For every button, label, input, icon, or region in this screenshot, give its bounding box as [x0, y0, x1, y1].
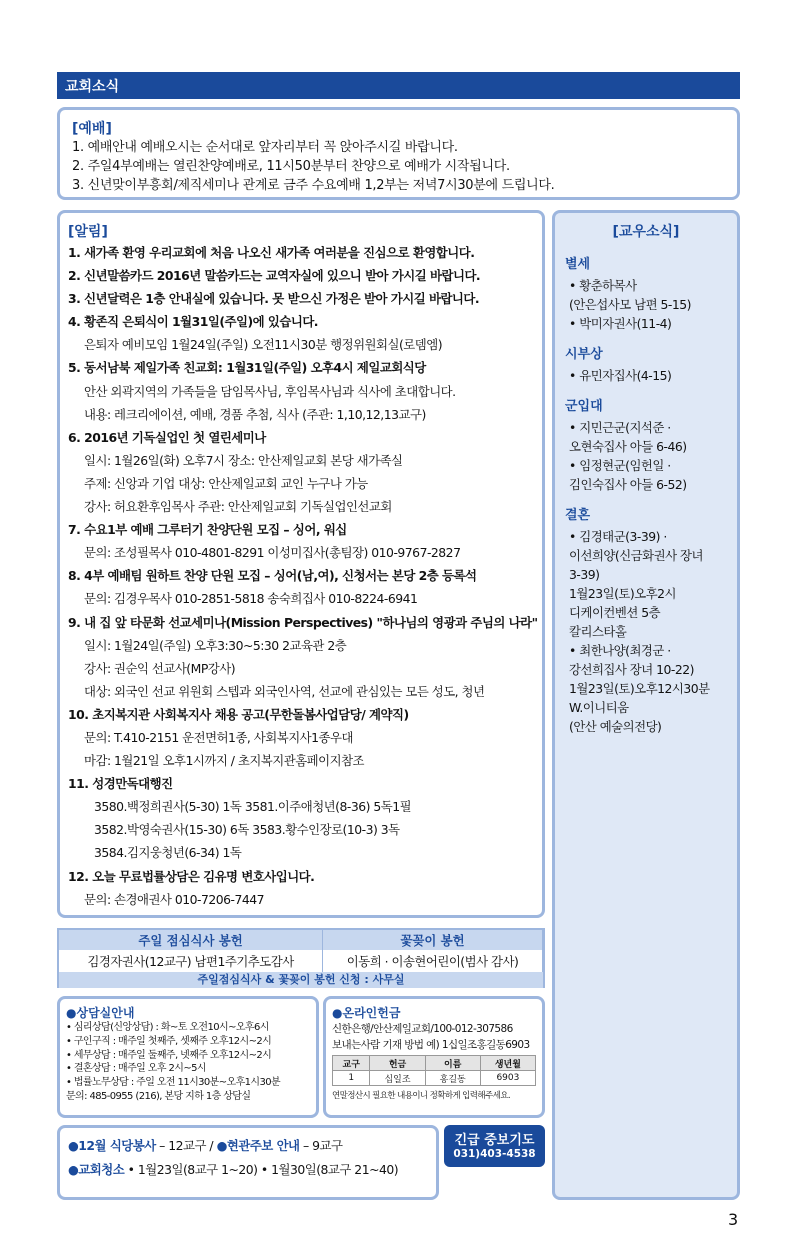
worship-box [57, 107, 740, 200]
member-item: 이선희양(신금화권사 장녀 [569, 548, 703, 563]
table-cell: 홍길동 [425, 1071, 480, 1086]
counsel-line: • 구인구직 : 매주일 첫째주, 셋째주 오후12시~2시 [66, 1035, 272, 1047]
table-header: 헌금 [370, 1056, 425, 1071]
cleaning-value: • 1월23일(8교구 1~20) • 1월30일(8교구 21~40) [124, 1162, 399, 1177]
worship-title: [예배] [72, 121, 112, 137]
member-groups [565, 253, 727, 736]
section-header: 교회소식 [57, 72, 740, 99]
member-item: 1월23일(토)오후12시30분 [569, 681, 710, 696]
member-item: 1월23일(토)오후2시 [569, 586, 677, 601]
page-number: 3 [728, 1210, 739, 1229]
service-line-2 [68, 1158, 428, 1182]
notice-line: 강사: 허요환후임목사 주관: 안산제일교회 기독실업인선교회 [84, 499, 392, 515]
table-header: 이름 [425, 1056, 480, 1071]
prayer-title: 긴급 중보기도 [454, 1133, 535, 1148]
notice-line: 문의: 조성필목사 010-4801-8291 이성미집사(총팀장) 010-9767-2827 [84, 545, 461, 561]
notice-line: 일시: 1월26일(화) 오후7시 장소: 안산제일교회 본당 새가족실 [84, 452, 403, 468]
member-item: • 지민근군(지석준 · [569, 420, 671, 435]
member-item: • 황춘하목사 [569, 278, 637, 293]
bulletin-guide-label: ●현관주보 안내 [216, 1138, 300, 1153]
notice-line: 1. 새가족 환영 우리교회에 처음 나오신 새가족 여러분을 진심으로 환영합니다. [68, 245, 475, 260]
member-group-heading: 시부상 [565, 347, 603, 362]
table-header: 생년월 [480, 1056, 535, 1071]
member-group-heading: 별세 [565, 257, 591, 272]
online-note: 연말정산시 필요한 내용이니 정확하게 입력해주세요. [332, 1091, 510, 1101]
online-offering-box [323, 996, 545, 1118]
notice-line: 7. 수요1부 예배 그루터기 찬양단원 모집 – 싱어, 워십 [68, 522, 347, 538]
offering-footer: 주일점심식사 & 꽃꽂이 봉헌 신청 : 사무실 [59, 972, 543, 988]
notice-line: 안산 외곽지역의 가족들을 담임목사님, 후임목사님과 식사에 초대합니다. [84, 383, 456, 399]
worship-item: 2. 주일4부예배는 열린찬양예배로, 11시50분부터 찬양으로 예배가 시작됩니다. [72, 159, 510, 174]
notice-line: 3. 신년달력은 1층 안내실에 있습니다. 못 받으신 가정은 받아 가시길 바랍니다. [68, 291, 480, 307]
notices-title: [알림] [68, 224, 108, 240]
members-title: [교우소식] [612, 224, 680, 240]
member-item: • 김경태군(3-39) · [569, 529, 667, 544]
cleaning-label: ●교회청소 [68, 1162, 125, 1177]
member-item: (안은섭사모 남편 5-15) [569, 297, 691, 312]
lunch-offering-value: 김경자권사(12교구) 남편1주기추도감사 [59, 950, 323, 972]
notice-list [68, 241, 538, 911]
counsel-title: ●상담실안내 [66, 1006, 135, 1020]
notice-line: 3584.김지웅청년(6-34) 1독 [94, 845, 242, 861]
notice-line: 대상: 외국인 선교 위원회 스텝과 외국인사역, 선교에 관심있는 모든 성도, 청년 [84, 683, 485, 699]
member-group-heading: 군입대 [565, 399, 603, 414]
notices-box [57, 210, 545, 918]
prayer-phone: 031)403-4538 [453, 1148, 536, 1160]
member-item: 디케이컨벤션 5층 [569, 605, 661, 620]
member-item: • 유민자집사(4-15) [569, 368, 672, 383]
member-item: 김인숙집사 아들 6-52) [569, 477, 687, 492]
notice-line: 12. 오늘 무료법률상담은 김유명 변호사입니다. [68, 868, 315, 884]
notice-line: 8. 4부 예배팀 원하트 찬양 단원 모집 – 싱어(남,여), 신청서는 본당 2층 등록석 [68, 568, 477, 584]
counsel-line: • 결혼상담 : 매주일 오후 2시~5시 [66, 1063, 206, 1075]
prayer-hotline [444, 1125, 545, 1167]
notice-line: 주제: 신앙과 기업 대상: 안산제일교회 교인 누구나 가능 [84, 475, 368, 491]
member-item: 3-39) [569, 567, 600, 582]
notice-line: 문의: T.410-2151 운전면허1종, 사회복지사1종우대 [84, 729, 353, 745]
table-header: 교구 [333, 1056, 370, 1071]
kitchen-service-value: – 12교구 / [155, 1138, 217, 1153]
member-item: 강선희집사 장녀 10-22) [569, 662, 695, 677]
service-line-1 [68, 1134, 428, 1158]
bulletin-guide-value: – 9교구 [299, 1138, 343, 1153]
table-cell: 1 [333, 1071, 370, 1086]
bank-account: 신한은행/안산제일교회/100-012-307586 [332, 1023, 513, 1035]
notice-line: 4. 황존직 은퇴식이 1월31일(주일)에 있습니다. [68, 314, 318, 330]
notice-line: 3580.백정희권사(5-30) 1독 3581.이주애청년(8-36) 5독1필 [94, 799, 412, 815]
counsel-line: • 세무상담 : 매주일 둘째주, 넷째주 오후12시~2시 [66, 1049, 272, 1061]
member-item: • 최한나양(최경군 · [569, 643, 671, 658]
notice-line: 내용: 레크리에이션, 예배, 경품 추첨, 식사 (주관: 1,10,12,13교구) [84, 406, 426, 422]
example-table [332, 1055, 536, 1086]
sender-method: 보내는사람 기재 방법 예) 1십일조홍길동6903 [332, 1039, 530, 1051]
lunch-offering-header: 주일 점심식사 봉헌 [59, 930, 323, 950]
counsel-line: • 심리상담(신앙상담) : 화~토 오전10시~오후6시 [66, 1022, 269, 1033]
table-cell: 6903 [480, 1071, 535, 1086]
notice-line: 6. 2016년 기독실업인 첫 열린세미나 [68, 429, 266, 445]
notice-line: 강사: 권순익 선교사(MP강사) [84, 660, 236, 676]
table-cell: 십일조 [370, 1071, 425, 1086]
notice-line: 3582.박영숙권사(15-30) 6독 3583.황수인장로(10-3) 3독 [94, 822, 400, 838]
counsel-line: 문의: 485-0955 (216), 본당 지하 1층 상담실 [66, 1090, 251, 1102]
notice-line: 10. 초지복지관 사회복지사 채용 공고(무한돌봄사업담당/ 계약직) [68, 706, 409, 722]
members-box [552, 210, 740, 1200]
notice-line: 11. 성경만독대행진 [68, 776, 173, 792]
kitchen-service-label: ●12월 식당봉사 [68, 1138, 156, 1153]
offering-table [57, 928, 545, 988]
notice-line: 5. 동서남북 제일가족 친교회: 1월31일(주일) 오후4시 제일교회식당 [68, 360, 426, 376]
member-item: 오현숙집사 아들 6-46) [569, 439, 687, 454]
notice-line: 마감: 1월21일 오후1시까지 / 초지복지관홈페이지참조 [84, 753, 365, 769]
notice-line: 은퇴자 예비모임 1월24일(주일) 오전11시30분 행정위원회실(로뎀엠) [84, 337, 443, 353]
worship-item: 1. 예배안내 예배오시는 순서대로 앞자리부터 꼭 앉아주시길 바랍니다. [72, 140, 458, 155]
counsel-line: • 법률노무상담 : 주일 오전 11시30분~오후1시30분 [66, 1077, 281, 1089]
member-item: 칼리스타홀 [569, 624, 627, 639]
flower-offering-value: 이동희 · 이송현어린이(범사 감사) [323, 950, 543, 972]
member-group-heading: 결혼 [565, 508, 591, 523]
notice-line: 문의: 김경우목사 010-2851-5818 송숙희집사 010-8224-6941 [84, 591, 418, 607]
notice-line: 문의: 손경애권사 010-7206-7447 [84, 891, 264, 907]
online-title: ●온라인헌금 [332, 1006, 401, 1020]
notice-line: 일시: 1월24일(주일) 오후3:30~5:30 2교육관 2층 [84, 637, 347, 653]
flower-offering-header: 꽃꽂이 봉헌 [323, 930, 543, 950]
notice-line: 2. 신년말씀카드 2016년 말씀카드는 교역자실에 있으니 받아 가시길 바랍니다. [68, 268, 481, 284]
member-item: W.이니티움 [569, 700, 629, 715]
counsel-box [57, 996, 319, 1118]
member-item: • 임정현군(임헌일 · [569, 458, 671, 473]
worship-item: 3. 신년맞이부흥회/제직세미나 관계로 금주 수요예배 1,2부는 저녁7시30분에 드립니다. [72, 178, 555, 193]
service-box [57, 1125, 439, 1200]
member-item: (안산 예술의전당) [569, 719, 662, 734]
member-item: • 박미자권사(11-4) [569, 316, 672, 331]
notice-line: 9. 내 집 앞 타문화 선교세미나(Mission Perspectives) "하나님의 영광과 주님의 나라" [68, 614, 538, 630]
